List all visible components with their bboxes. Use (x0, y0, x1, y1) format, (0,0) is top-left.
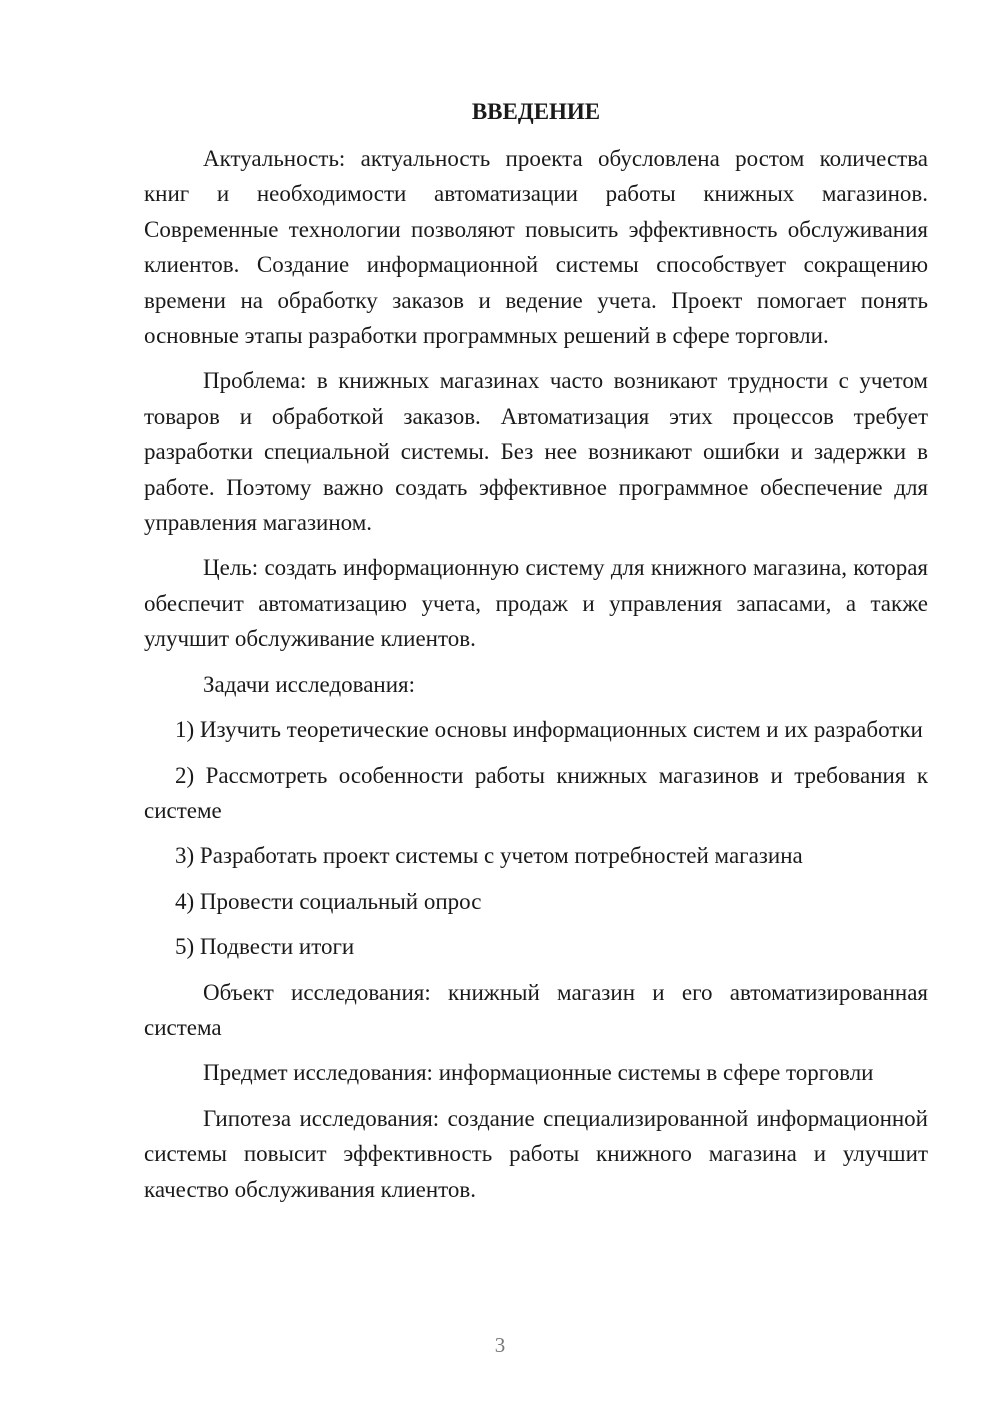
relevance-paragraph: Актуальность: актуальность проекта обусловлена ростом количества книг и необходимости автоматизации работы книжных магазинов. Современные технологии позволяют повысить эффективность обслуживания клиентов. Создание информационной системы способствует сокращению времени на обработку заказов и ведение учета. Проект помогает понять основные этапы разработки программных решений в сфере торговли. (144, 146, 928, 349)
hypothesis-paragraph: Гипотеза исследования: создание специализированной информационной системы повысит эффективность работы книжного магазина и улучшит качество обслуживания клиентов. (144, 1105, 928, 1202)
task-item-1: 1) Изучить теоретические основы информационных систем и их разработки (175, 717, 923, 743)
page-content (144, 94, 928, 1217)
research-object-paragraph: Объект исследования: книжный магазин и его автоматизированная система (144, 979, 928, 1040)
goal-paragraph: Цель: создать информационную систему для книжного магазина, которая обеспечит автоматизацию учета, продаж и управления запасами, а также улучшит обслуживание клиентов. (144, 555, 928, 652)
page-number: 3 (494, 1333, 506, 1357)
tasks-heading: Задачи исследования: (203, 671, 416, 697)
task-item-5: 5) Подвести итоги (175, 934, 355, 960)
research-subject-paragraph: Предмет исследования: информационные системы в сфере торговли (203, 1060, 874, 1086)
section-title: ВВЕДЕНИЕ (471, 99, 601, 124)
task-item-4: 4) Провести социальный опрос (175, 888, 482, 914)
problem-paragraph: Проблема: в книжных магазинах часто возникают трудности с учетом товаров и обработкой заказов. Автоматизация этих процессов требует разработки специальной системы. Без нее возникают ошибки и задержки в работе. Поэтому важно создать эффективное программное обеспечение для управления магазином. (144, 368, 928, 536)
task-item-2: 2) Рассмотреть особенности работы книжных магазинов и требования к системе (144, 762, 928, 823)
task-item-3: 3) Разработать проект системы с учетом потребностей магазина (175, 843, 803, 869)
